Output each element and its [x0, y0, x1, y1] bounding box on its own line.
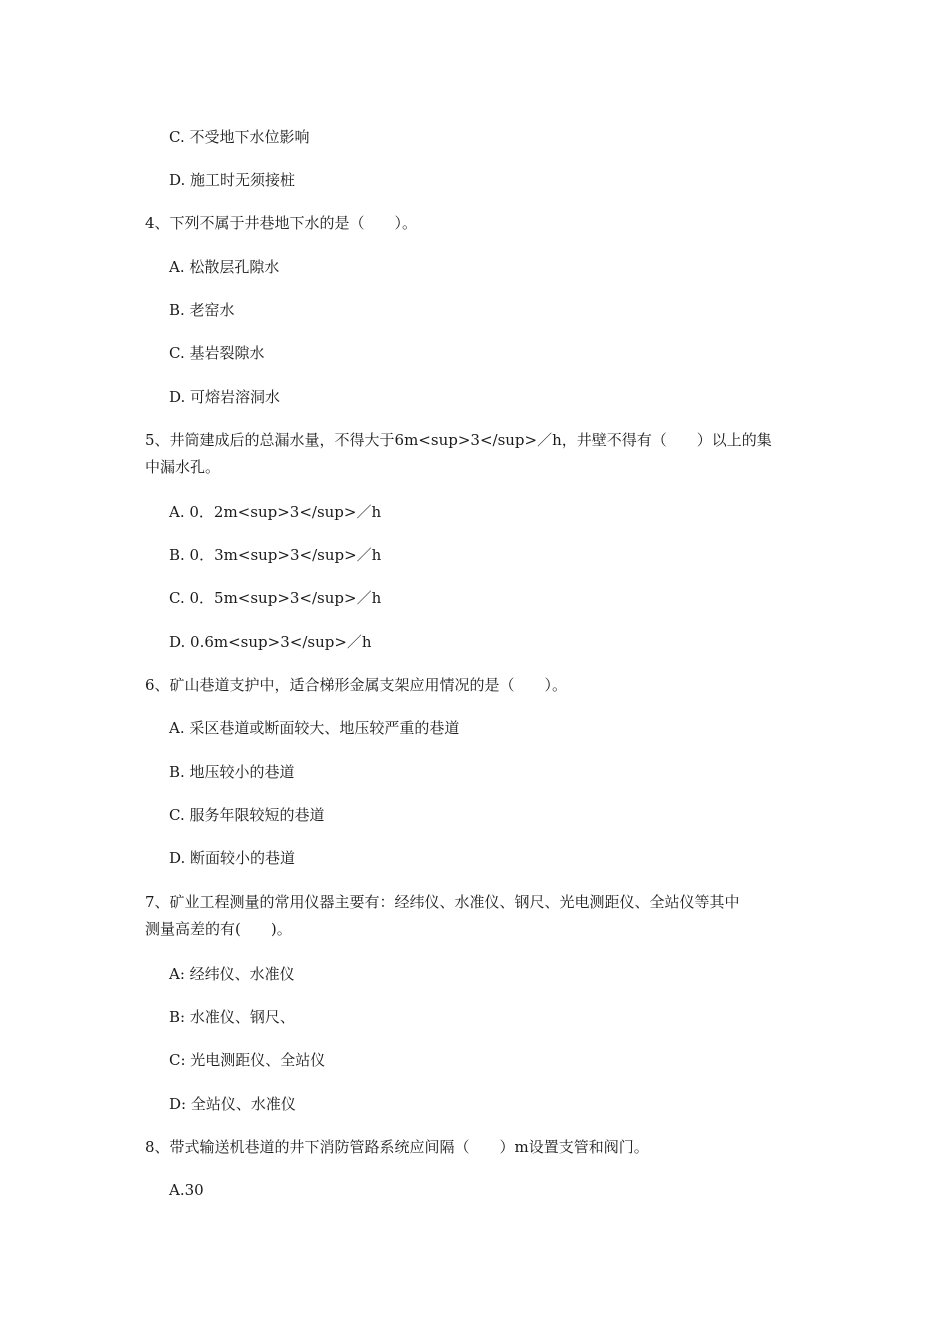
- q6-option-a: A. 采区巷道或断面较大、地压较严重的巷道: [169, 719, 460, 737]
- q6-option-c: C. 服务年限较短的巷道: [169, 806, 325, 824]
- q5-stem-line1: 5、井筒建成后的总漏水量，不得大于6m<sup>3</sup>／h，井壁不得有（ ）以上的集: [145, 431, 772, 449]
- q7-option-d: D: 全站仪、水准仪: [169, 1095, 296, 1113]
- q4-stem: 4、下列不属于井巷地下水的是（ ）。: [145, 214, 418, 232]
- q5-option-a: A. 0．2m<sup>3</sup>／h: [169, 503, 382, 521]
- q4-option-c: C. 基岩裂隙水: [169, 344, 265, 362]
- q5-option-c: C. 0．5m<sup>3</sup>／h: [169, 589, 382, 607]
- q7-stem-line2: 测量高差的有( )。: [145, 920, 292, 938]
- q7-option-c: C: 光电测距仪、全站仪: [169, 1051, 326, 1069]
- q5-option-d: D. 0.6m<sup>3</sup>／h: [169, 633, 372, 651]
- q4-option-a: A. 松散层孔隙水: [169, 258, 280, 276]
- q6-stem: 6、矿山巷道支护中，适合梯形金属支架应用情况的是（ ）。: [145, 676, 568, 694]
- q4-option-d: D. 可熔岩溶洞水: [169, 388, 281, 406]
- q4-option-b: B. 老窑水: [169, 301, 235, 319]
- q8-option-a: A.30: [169, 1181, 204, 1199]
- q5-option-b: B. 0．3m<sup>3</sup>／h: [169, 546, 382, 564]
- q7-stem-line1: 7、矿业工程测量的常用仪器主要有：经纬仪、水准仪、钢尺、光电测距仪、全站仪等其中: [145, 893, 740, 911]
- q6-option-b: B. 地压较小的巷道: [169, 763, 295, 781]
- q5-stem-line2: 中漏水孔。: [145, 458, 221, 476]
- q7-option-a: A: 经纬仪、水准仪: [169, 965, 295, 983]
- q3-option-d: D. 施工时无须接桩: [169, 171, 296, 189]
- q7-option-b: B: 水准仪、钢尺、: [169, 1008, 295, 1026]
- q6-option-d: D. 断面较小的巷道: [169, 849, 296, 867]
- q3-option-c: C. 不受地下水位影响: [169, 128, 310, 146]
- q8-stem: 8、带式输送机巷道的井下消防管路系统应间隔（ ）m设置支管和阀门。: [145, 1138, 649, 1156]
